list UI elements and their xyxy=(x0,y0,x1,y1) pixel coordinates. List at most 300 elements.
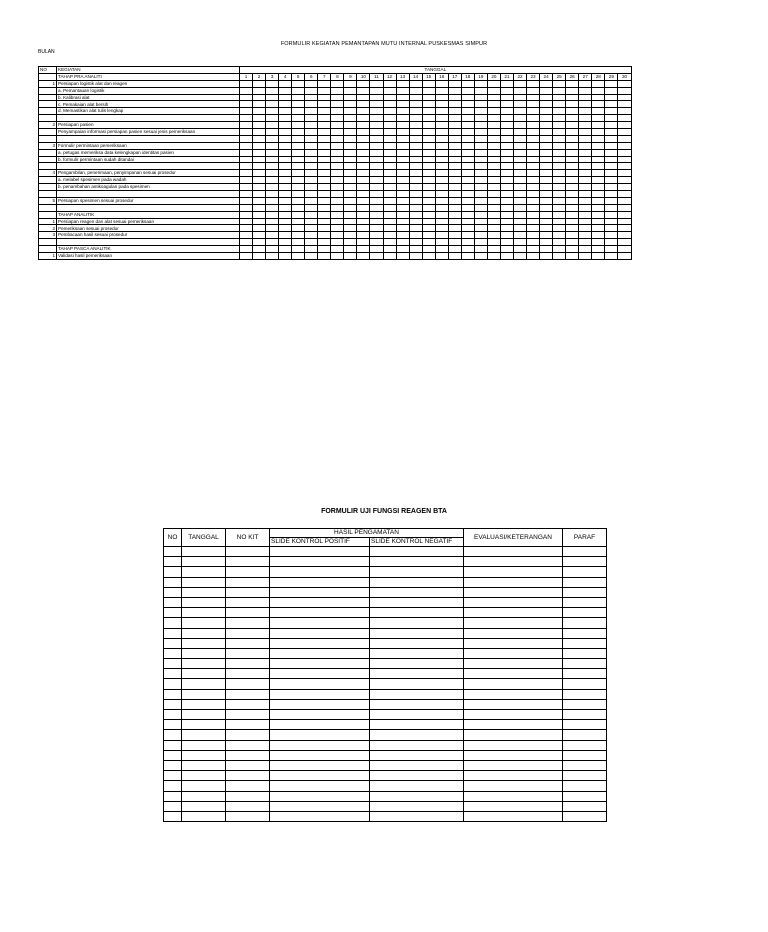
day-cell xyxy=(253,94,266,101)
day-cell xyxy=(279,225,292,232)
activity-row xyxy=(39,94,632,101)
day-cell xyxy=(409,115,422,122)
reagent-cell xyxy=(563,597,607,607)
day-cell xyxy=(292,101,305,108)
day-cell xyxy=(422,122,435,129)
day-cell xyxy=(396,94,409,101)
reagent-cell xyxy=(464,618,563,628)
day-cell xyxy=(331,94,344,101)
day-cell xyxy=(618,149,631,156)
day-cell xyxy=(553,184,566,191)
day-cell xyxy=(318,80,331,87)
day-cell xyxy=(592,87,605,94)
day-cell xyxy=(579,204,592,211)
day-cell xyxy=(527,101,540,108)
reagent-cell xyxy=(226,750,270,760)
day-cell xyxy=(527,232,540,239)
reagent-cell xyxy=(164,760,182,770)
day-cell xyxy=(396,253,409,260)
reagent-cell xyxy=(370,638,464,648)
reagent-cell xyxy=(270,771,370,781)
reagent-cell xyxy=(182,597,226,607)
reagent-cell xyxy=(182,730,226,740)
reagent-cell xyxy=(226,689,270,699)
reagent-cell xyxy=(164,597,182,607)
reagent-cell xyxy=(270,567,370,577)
col-evaluasi-header: EVALUASI/KETERANGAN xyxy=(464,529,563,547)
day-cell xyxy=(553,122,566,129)
day-cell xyxy=(461,156,474,163)
reagent-cell xyxy=(182,638,226,648)
day-cell xyxy=(370,197,383,204)
reagent-row xyxy=(164,720,607,730)
day-cell xyxy=(396,80,409,87)
reagent-cell xyxy=(563,781,607,791)
activity-text: d. Memastikan alat tulis lengkap xyxy=(57,108,240,115)
day-cell xyxy=(370,94,383,101)
reagent-cell xyxy=(270,720,370,730)
day-cell xyxy=(618,129,631,136)
day-cell xyxy=(279,211,292,218)
reagent-cell xyxy=(226,801,270,811)
day-cell xyxy=(305,163,318,170)
day-cell xyxy=(579,177,592,184)
day-cell xyxy=(422,197,435,204)
day-cell xyxy=(566,170,579,177)
activity-text: TAHAP PRA ANALITI xyxy=(57,73,240,80)
day-cell xyxy=(279,170,292,177)
reagent-cell xyxy=(464,577,563,587)
day-cell xyxy=(487,232,500,239)
day-cell xyxy=(461,163,474,170)
day-cell xyxy=(305,94,318,101)
day-cell xyxy=(396,163,409,170)
day-cell xyxy=(566,108,579,115)
day-cell xyxy=(305,115,318,122)
reagent-row xyxy=(164,730,607,740)
day-cell xyxy=(344,80,357,87)
day-cell xyxy=(383,149,396,156)
day-header: 9 xyxy=(344,73,357,80)
form1-title: FORMULIR KEGIATAN PEMANTAPAN MUTU INTERNAL PUSKESMAS SIMPUR xyxy=(280,41,488,47)
day-cell xyxy=(383,80,396,87)
day-cell xyxy=(461,101,474,108)
day-cell xyxy=(513,122,526,129)
day-cell xyxy=(240,129,253,136)
day-cell xyxy=(383,253,396,260)
day-cell xyxy=(266,211,279,218)
day-cell xyxy=(513,246,526,253)
day-cell xyxy=(357,191,370,198)
activity-no: 3 xyxy=(39,142,57,149)
reagent-cell xyxy=(182,801,226,811)
day-cell xyxy=(370,253,383,260)
day-cell xyxy=(553,246,566,253)
day-cell xyxy=(422,218,435,225)
day-cell xyxy=(540,163,553,170)
reagent-cell xyxy=(270,648,370,658)
activity-row xyxy=(39,87,632,94)
activity-no: 1 xyxy=(39,218,57,225)
day-cell xyxy=(344,211,357,218)
day-cell xyxy=(292,246,305,253)
activity-row xyxy=(39,204,632,211)
day-cell xyxy=(318,204,331,211)
day-cell xyxy=(592,101,605,108)
day-cell xyxy=(474,191,487,198)
day-cell xyxy=(618,163,631,170)
day-cell xyxy=(409,211,422,218)
reagent-cell xyxy=(164,750,182,760)
day-cell xyxy=(305,218,318,225)
day-cell xyxy=(370,108,383,115)
day-cell xyxy=(279,191,292,198)
day-cell xyxy=(279,135,292,142)
day-cell xyxy=(383,197,396,204)
day-cell xyxy=(500,170,513,177)
day-cell xyxy=(592,177,605,184)
day-cell xyxy=(266,135,279,142)
day-cell xyxy=(474,149,487,156)
day-cell xyxy=(240,191,253,198)
activity-no xyxy=(39,87,57,94)
day-cell xyxy=(513,170,526,177)
activity-text: TAHAP PASCA ANALITIK xyxy=(57,246,240,253)
reagent-cell xyxy=(164,567,182,577)
day-cell xyxy=(240,108,253,115)
day-cell xyxy=(344,177,357,184)
reagent-cell xyxy=(464,669,563,679)
day-cell xyxy=(331,135,344,142)
day-cell xyxy=(487,163,500,170)
activity-text: Pemeriksaan sesuai prosedur xyxy=(57,225,240,232)
day-cell xyxy=(305,191,318,198)
day-cell xyxy=(487,197,500,204)
reagent-cell xyxy=(182,740,226,750)
day-cell xyxy=(474,170,487,177)
day-cell xyxy=(579,232,592,239)
day-cell xyxy=(409,156,422,163)
day-cell xyxy=(500,94,513,101)
day-cell xyxy=(448,225,461,232)
day-cell xyxy=(513,197,526,204)
day-cell xyxy=(409,142,422,149)
day-cell xyxy=(592,225,605,232)
day-cell xyxy=(461,239,474,246)
reagent-cell xyxy=(270,557,370,567)
day-cell xyxy=(592,246,605,253)
reagent-cell xyxy=(164,740,182,750)
day-cell xyxy=(292,142,305,149)
day-cell xyxy=(461,149,474,156)
day-cell xyxy=(396,149,409,156)
day-cell xyxy=(279,218,292,225)
day-cell xyxy=(605,197,618,204)
day-cell xyxy=(266,197,279,204)
day-cell xyxy=(253,122,266,129)
reagent-cell xyxy=(563,577,607,587)
activity-no: 2 xyxy=(39,225,57,232)
day-cell xyxy=(357,218,370,225)
reagent-row xyxy=(164,740,607,750)
day-cell xyxy=(370,163,383,170)
day-cell xyxy=(279,163,292,170)
day-header: 5 xyxy=(292,73,305,80)
day-cell xyxy=(292,225,305,232)
day-cell xyxy=(527,170,540,177)
reagent-cell xyxy=(182,750,226,760)
day-cell xyxy=(344,225,357,232)
day-cell xyxy=(396,101,409,108)
day-cell xyxy=(396,191,409,198)
activity-text: Formulir permintaan pemeriksaan xyxy=(57,142,240,149)
activity-row xyxy=(39,115,632,122)
day-cell xyxy=(474,197,487,204)
day-cell xyxy=(409,204,422,211)
reagent-cell xyxy=(563,638,607,648)
reagent-cell xyxy=(370,648,464,658)
day-cell xyxy=(279,177,292,184)
day-cell xyxy=(357,142,370,149)
day-cell xyxy=(618,232,631,239)
day-header: 15 xyxy=(422,73,435,80)
day-cell xyxy=(331,122,344,129)
day-header: 30 xyxy=(618,73,631,80)
day-cell xyxy=(513,129,526,136)
day-cell xyxy=(253,211,266,218)
day-cell xyxy=(448,170,461,177)
reagent-row xyxy=(164,547,607,557)
day-cell xyxy=(500,177,513,184)
reagent-cell xyxy=(563,760,607,770)
day-cell xyxy=(292,232,305,239)
activity-row xyxy=(39,246,632,253)
day-cell xyxy=(513,142,526,149)
day-cell xyxy=(500,197,513,204)
day-cell xyxy=(357,204,370,211)
day-cell xyxy=(618,253,631,260)
day-cell xyxy=(344,149,357,156)
reagent-row xyxy=(164,791,607,801)
day-cell xyxy=(318,108,331,115)
day-cell xyxy=(331,142,344,149)
reagent-cell xyxy=(270,811,370,821)
month-label: BULAN xyxy=(38,49,55,55)
day-header: 22 xyxy=(513,73,526,80)
day-cell xyxy=(305,108,318,115)
day-cell xyxy=(566,122,579,129)
day-cell xyxy=(566,115,579,122)
day-cell xyxy=(448,156,461,163)
day-cell xyxy=(461,232,474,239)
reagent-cell xyxy=(164,781,182,791)
day-cell xyxy=(461,115,474,122)
activity-text xyxy=(57,191,240,198)
day-cell xyxy=(409,246,422,253)
day-cell xyxy=(292,108,305,115)
day-cell xyxy=(474,135,487,142)
reagent-cell xyxy=(182,669,226,679)
day-cell xyxy=(579,163,592,170)
day-cell xyxy=(527,239,540,246)
day-cell xyxy=(500,122,513,129)
day-cell xyxy=(448,191,461,198)
day-cell xyxy=(566,204,579,211)
reagent-cell xyxy=(164,587,182,597)
day-cell xyxy=(422,163,435,170)
day-cell xyxy=(396,184,409,191)
day-cell xyxy=(566,246,579,253)
reagent-cell xyxy=(226,781,270,791)
day-cell xyxy=(435,253,448,260)
day-cell xyxy=(305,239,318,246)
activity-no xyxy=(39,204,57,211)
day-cell xyxy=(527,115,540,122)
day-cell xyxy=(566,239,579,246)
day-cell xyxy=(500,101,513,108)
day-cell xyxy=(474,253,487,260)
day-cell xyxy=(279,80,292,87)
day-cell xyxy=(527,80,540,87)
day-header: 4 xyxy=(279,73,292,80)
day-cell xyxy=(592,129,605,136)
day-cell xyxy=(435,211,448,218)
day-cell xyxy=(461,197,474,204)
reagent-cell xyxy=(226,618,270,628)
day-cell xyxy=(540,177,553,184)
day-cell xyxy=(540,115,553,122)
day-cell xyxy=(513,191,526,198)
day-cell xyxy=(318,170,331,177)
day-cell xyxy=(292,122,305,129)
day-cell xyxy=(266,101,279,108)
day-cell xyxy=(448,94,461,101)
day-cell xyxy=(266,239,279,246)
day-cell xyxy=(396,122,409,129)
reagent-cell xyxy=(370,628,464,638)
day-cell xyxy=(331,253,344,260)
day-cell xyxy=(540,225,553,232)
day-cell xyxy=(527,211,540,218)
day-cell xyxy=(240,122,253,129)
reagent-cell xyxy=(164,689,182,699)
day-cell xyxy=(422,94,435,101)
activity-row xyxy=(39,170,632,177)
day-cell xyxy=(396,129,409,136)
reagent-cell xyxy=(563,750,607,760)
day-cell xyxy=(422,142,435,149)
day-cell xyxy=(435,108,448,115)
day-header: 25 xyxy=(553,73,566,80)
activity-text: Persiapan logistik alat dan reagen xyxy=(57,80,240,87)
day-cell xyxy=(474,108,487,115)
day-cell xyxy=(474,156,487,163)
activity-text xyxy=(57,115,240,122)
day-cell xyxy=(396,87,409,94)
day-cell xyxy=(592,94,605,101)
day-cell xyxy=(357,80,370,87)
day-cell xyxy=(266,204,279,211)
reagent-cell xyxy=(164,771,182,781)
day-cell xyxy=(579,239,592,246)
day-cell xyxy=(305,101,318,108)
reagent-cell xyxy=(182,679,226,689)
day-cell xyxy=(605,108,618,115)
day-cell xyxy=(487,129,500,136)
day-cell xyxy=(461,253,474,260)
day-cell xyxy=(383,211,396,218)
day-cell xyxy=(331,232,344,239)
day-cell xyxy=(370,135,383,142)
day-cell xyxy=(487,184,500,191)
col-positif-header: SLIDE KONTROL POSITIF xyxy=(270,538,370,547)
day-cell xyxy=(396,218,409,225)
reagent-cell xyxy=(182,720,226,730)
reagent-cell xyxy=(370,679,464,689)
day-cell xyxy=(266,108,279,115)
activity-text: Validasi hasil pemeriksaan xyxy=(57,253,240,260)
day-cell xyxy=(331,177,344,184)
day-cell xyxy=(513,80,526,87)
day-cell xyxy=(422,87,435,94)
day-cell xyxy=(383,101,396,108)
day-cell xyxy=(605,191,618,198)
day-cell xyxy=(292,149,305,156)
day-cell xyxy=(253,80,266,87)
day-header: 19 xyxy=(474,73,487,80)
reagent-cell xyxy=(164,638,182,648)
day-header: 27 xyxy=(579,73,592,80)
day-cell xyxy=(618,218,631,225)
reagent-cell xyxy=(464,597,563,607)
day-cell xyxy=(435,163,448,170)
activity-no: 4 xyxy=(39,170,57,177)
day-cell xyxy=(500,204,513,211)
activity-row xyxy=(39,122,632,129)
reagent-cell xyxy=(226,669,270,679)
day-header: 12 xyxy=(383,73,396,80)
day-cell xyxy=(592,184,605,191)
day-cell xyxy=(461,129,474,136)
day-cell xyxy=(409,87,422,94)
day-cell xyxy=(357,122,370,129)
day-cell xyxy=(605,149,618,156)
reagent-cell xyxy=(270,547,370,557)
reagent-cell xyxy=(226,811,270,821)
reagent-cell xyxy=(370,587,464,597)
day-cell xyxy=(266,142,279,149)
day-cell xyxy=(527,156,540,163)
day-cell xyxy=(487,239,500,246)
day-cell xyxy=(553,149,566,156)
reagent-cell xyxy=(270,628,370,638)
day-cell xyxy=(566,253,579,260)
day-cell xyxy=(318,142,331,149)
reagent-cell xyxy=(226,659,270,669)
day-cell xyxy=(513,135,526,142)
day-cell xyxy=(422,101,435,108)
day-cell xyxy=(579,108,592,115)
day-cell xyxy=(240,184,253,191)
day-cell xyxy=(318,232,331,239)
day-cell xyxy=(605,115,618,122)
reagent-cell xyxy=(370,597,464,607)
day-cell xyxy=(513,204,526,211)
reagent-cell xyxy=(226,628,270,638)
day-cell xyxy=(253,149,266,156)
day-cell xyxy=(370,101,383,108)
day-cell xyxy=(370,129,383,136)
